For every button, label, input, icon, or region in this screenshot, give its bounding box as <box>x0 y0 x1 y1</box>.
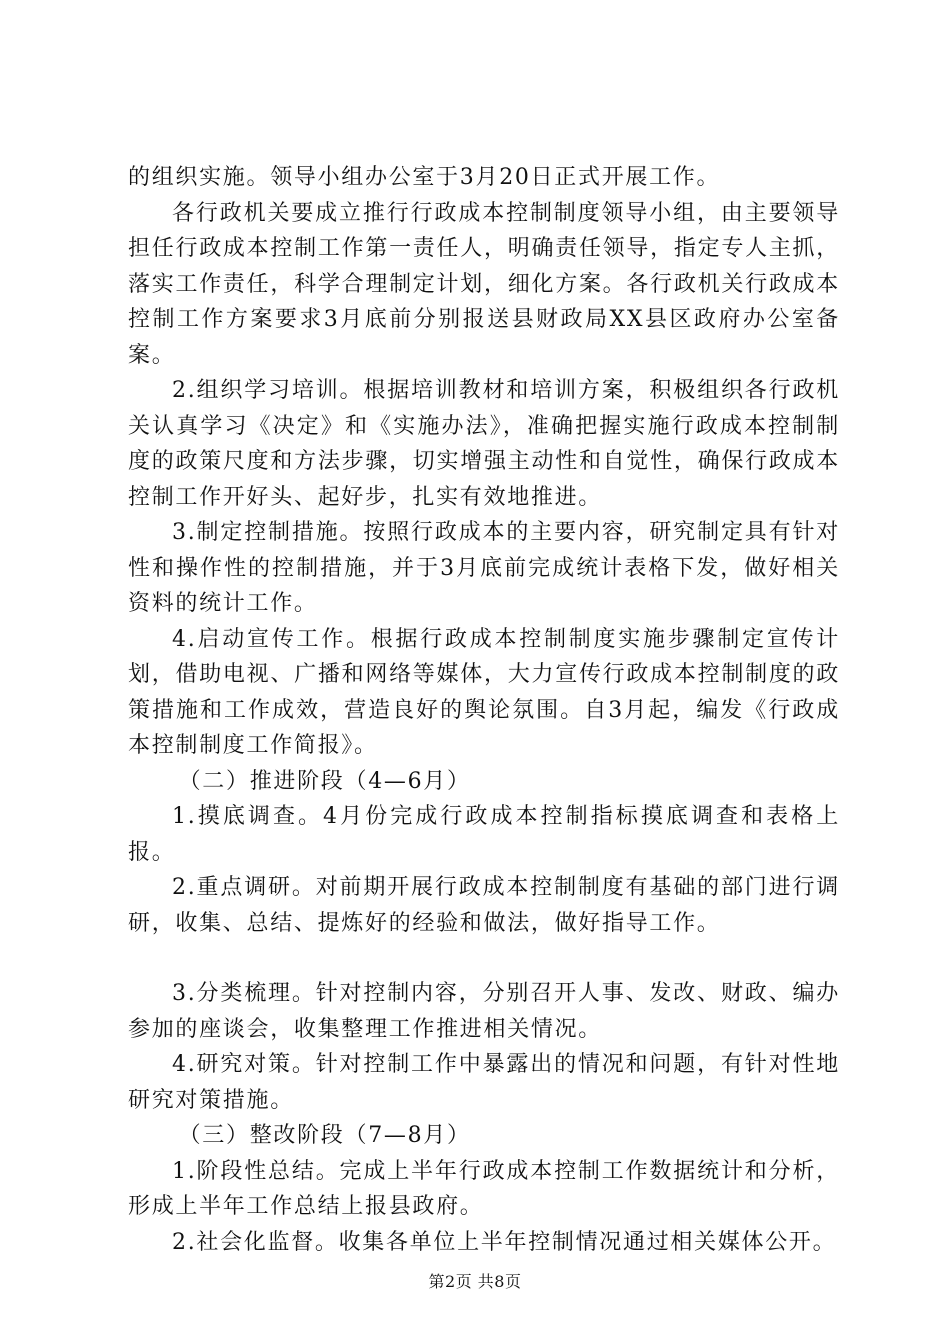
paragraph-countermeasures: 4.研究对策。针对控制工作中暴露出的情况和问题，有针对性地研究对策措施。 <box>128 1052 840 1113</box>
document-body <box>128 160 840 1260</box>
section-heading-rectification-stage: （三）整改阶段（7—8月） <box>178 1123 471 1148</box>
paragraph-stage-summary: 1.阶段性总结。完成上半年行政成本控制工作数据统计和分析，形成上半年工作总结上报县政府。 <box>128 1158 840 1219</box>
section-heading-advance-stage: （二）推进阶段（4—6月） <box>178 768 471 794</box>
page-number-footer: 第2页 共8页 <box>428 1272 522 1291</box>
paragraph-control-measures: 3.制定控制措施。按照行政成本的主要内容，研究制定具有针对性和操作性的控制措施，并于3月底前完成统计表格下发，做好相关资料的统计工作。 <box>128 520 840 616</box>
paragraph-key-research: 2.重点调研。对前期开展行政成本控制制度有基础的部门进行调研，收集、总结、提炼好的经验和做法，做好指导工作。 <box>128 875 840 936</box>
paragraph-leadership-office: 的组织实施。领导小组办公室于3月20日正式开展工作。 <box>128 165 721 190</box>
paragraph-classification: 3.分类梳理。针对控制内容，分别召开人事、发改、财政、编办参加的座谈会，收集整理工作推进相关情况。 <box>128 981 840 1042</box>
paragraph-social-supervision: 2.社会化监督。收集各单位上半年控制情况通过相关媒体公开。 <box>172 1229 837 1255</box>
paragraph-survey: 1.摸底调查。4月份完成行政成本控制指标摸底调查和表格上报。 <box>128 804 840 865</box>
paragraph-study-training: 2.组织学习培训。根据培训教材和培训方案，积极组织各行政机关认真学习《决定》和《实施办法》，准确把握实施行政成本控制制度的政策尺度和方法步骤，切实增强主动性和自觉性，确保行政成本控制工作开好头、起好步，扎实有效地推进。 <box>128 378 840 510</box>
paragraph-publicity: 4.启动宣传工作。根据行政成本控制制度实施步骤制定宣传计划，借助电视、广播和网络等媒体，大力宣传行政成本控制制度的政策措施和工作成效，营造良好的舆论氛围。自3月起，编发《行政成本控制制度工作简报》。 <box>128 626 840 758</box>
paragraph-leading-group: 各行政机关要成立推行行政成本控制制度领导小组，由主要领导担任行政成本控制工作第一责任人，明确责任领导，指定专人主抓，落实工作责任，科学合理制定计划，细化方案。各行政机关行政成本控制工作方案要求3月底前分别报送县财政局XX县区政府办公室备案。 <box>128 200 840 368</box>
